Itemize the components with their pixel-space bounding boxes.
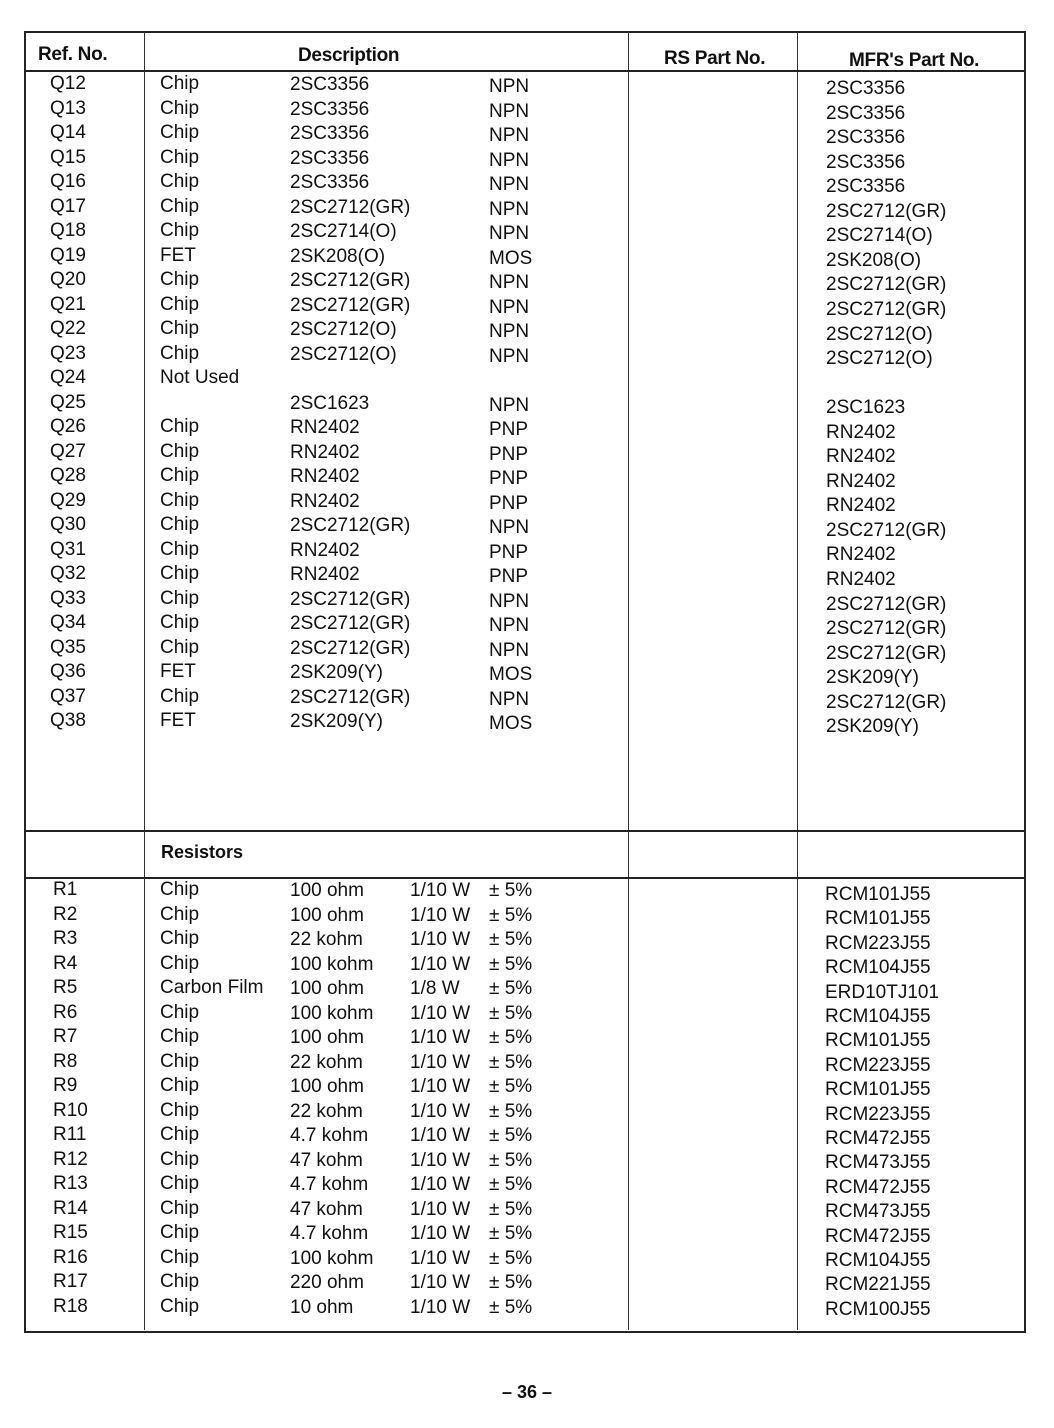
row-ref: Q22	[50, 318, 86, 339]
row-value: 4.7 kohm	[290, 1125, 369, 1146]
row-part: 2SC3356	[290, 74, 370, 95]
row-polarity: NPN	[489, 615, 530, 636]
row-ref: Q26	[50, 416, 86, 437]
row-power: 1/10 W	[410, 880, 471, 901]
row-ref: Q24	[50, 367, 86, 388]
row-tolerance: ± 5%	[489, 1125, 533, 1146]
row-type: Chip	[160, 122, 200, 143]
row-ref: R16	[53, 1246, 88, 1268]
row-part: 2SC2714(O)	[290, 221, 397, 242]
row-polarity: NPN	[489, 272, 530, 293]
row-mfr-part: 2SC3356	[826, 176, 906, 198]
row-ref: Q36	[50, 661, 86, 682]
row-value: 220 ohm	[290, 1272, 364, 1293]
row-polarity: NPN	[489, 394, 530, 416]
row-tolerance: ± 5%	[489, 1296, 533, 1318]
row-tolerance: ± 5%	[489, 1002, 533, 1024]
row-type: Chip	[160, 465, 200, 486]
row-part: 2SC3356	[290, 98, 370, 120]
row-ref: Q35	[50, 636, 86, 658]
row-power: 1/10 W	[410, 1051, 471, 1073]
row-polarity: NPN	[489, 174, 530, 195]
row-mfr-part: RN2402	[826, 446, 896, 468]
row-ref: R10	[53, 1099, 88, 1121]
row-type: Chip	[160, 269, 200, 290]
row-power: 1/10 W	[410, 904, 471, 926]
row-tolerance: ± 5%	[489, 1051, 533, 1073]
row-power: 1/10 W	[410, 1223, 471, 1244]
row-mfr-part: RN2402	[826, 569, 896, 590]
row-type: FET	[160, 710, 196, 731]
row-mfr-part: 2SC2714(O)	[826, 225, 933, 247]
row-mfr-part: 2SC2712(GR)	[826, 618, 947, 640]
row-type: Chip	[160, 97, 200, 119]
row-type: Chip	[160, 1148, 200, 1170]
row-value: 100 ohm	[290, 1027, 364, 1048]
row-mfr-part: RCM104J55	[825, 1006, 931, 1027]
row-type: Chip	[160, 612, 200, 633]
row-polarity: PNP	[489, 419, 529, 440]
row-part: 2SC2712(O)	[290, 343, 397, 365]
row-type: Chip	[160, 1271, 200, 1292]
row-type: Chip	[160, 928, 200, 949]
row-mfr-part: 2SC3356	[826, 151, 906, 173]
row-mfr-part: 2SC3356	[826, 102, 906, 124]
row-part: 2SC2712(GR)	[290, 613, 411, 634]
row-power: 1/10 W	[410, 1076, 471, 1097]
row-polarity: NPN	[489, 321, 530, 342]
row-type: Chip	[160, 514, 200, 535]
row-mfr-part: RCM472J55	[825, 1128, 931, 1149]
row-ref: Q15	[50, 146, 86, 168]
row-value: 4.7 kohm	[290, 1174, 369, 1195]
row-part: 2SC2712(GR)	[290, 294, 411, 316]
row-part: RN2402	[290, 441, 360, 463]
row-type: Chip	[160, 879, 200, 900]
row-power: 1/10 W	[410, 1174, 471, 1195]
row-ref: R8	[53, 1050, 78, 1072]
row-polarity: MOS	[489, 713, 533, 734]
row-tolerance: ± 5%	[489, 1027, 533, 1048]
row-value: 100 ohm	[290, 978, 364, 999]
row-mfr-part: RCM221J55	[825, 1274, 931, 1296]
row-type: Chip	[160, 1001, 200, 1023]
row-polarity: NPN	[489, 345, 530, 367]
row-polarity: NPN	[489, 100, 530, 122]
row-mfr-part: 2SC1623	[826, 397, 906, 419]
row-mfr-part: 2SK209(Y)	[826, 716, 919, 738]
row-ref: Q13	[50, 97, 86, 119]
row-polarity: MOS	[489, 247, 533, 269]
row-ref: R18	[53, 1295, 88, 1317]
row-tolerance: ± 5%	[489, 1174, 533, 1195]
row-type: Chip	[160, 195, 200, 217]
row-mfr-part: RCM101J55	[825, 1079, 931, 1101]
row-type: Chip	[160, 293, 200, 315]
row-power: 1/8 W	[410, 978, 460, 999]
row-mfr-part: RN2402	[826, 421, 896, 443]
row-ref: R12	[53, 1148, 88, 1170]
row-power: 1/10 W	[410, 1100, 471, 1122]
row-power: 1/10 W	[410, 953, 471, 975]
row-ref: Q14	[50, 122, 86, 143]
row-mfr-part: RCM104J55	[825, 1250, 931, 1271]
row-tolerance: ± 5%	[489, 880, 533, 901]
row-part: 2SC2712(GR)	[290, 270, 411, 291]
row-polarity: PNP	[489, 443, 529, 465]
row-ref: Q19	[50, 244, 86, 266]
row-power: 1/10 W	[410, 1002, 471, 1024]
row-ref: Q38	[50, 710, 86, 731]
row-type: Chip	[160, 489, 200, 511]
row-ref: Q25	[50, 391, 86, 413]
row-mfr-part: RCM101J55	[825, 908, 931, 930]
row-polarity: NPN	[489, 590, 530, 612]
row-part: 2SC2712(GR)	[290, 515, 411, 536]
row-mfr-part: RCM473J55	[825, 1201, 931, 1223]
col-divider-rs	[797, 32, 798, 1330]
row-mfr-part: RCM472J55	[825, 1225, 931, 1247]
row-tolerance: ± 5%	[489, 1149, 533, 1171]
row-part: 2SC2712(GR)	[290, 686, 411, 708]
section-top-rule	[24, 830, 1026, 832]
row-mfr-part: RCM223J55	[825, 932, 931, 954]
row-type: Chip	[160, 1026, 200, 1047]
row-part: 2SC2712(GR)	[290, 196, 411, 218]
row-ref: Q32	[50, 563, 86, 584]
row-value: 22 kohm	[290, 1051, 363, 1073]
row-mfr-part: RCM100J55	[825, 1298, 931, 1320]
header-ref-no: Ref. No.	[38, 44, 108, 65]
row-polarity: NPN	[489, 76, 530, 97]
row-ref: Q20	[50, 269, 86, 290]
row-type: Chip	[160, 1173, 200, 1194]
row-tolerance: ± 5%	[489, 953, 533, 975]
row-type: Chip	[160, 587, 200, 609]
row-polarity: NPN	[489, 688, 530, 710]
row-ref: R7	[53, 1026, 78, 1047]
row-part: 2SC2712(O)	[290, 319, 397, 340]
row-ref: R17	[53, 1271, 88, 1292]
row-type: FET	[160, 244, 196, 266]
resistors-section-title: Resistors	[161, 842, 244, 862]
row-type: Chip	[160, 318, 200, 339]
row-value: 47 kohm	[290, 1149, 363, 1171]
row-part: RN2402	[290, 417, 360, 438]
row-value: 100 kohm	[290, 1247, 374, 1269]
row-ref: Q33	[50, 587, 86, 609]
row-ref: R3	[53, 928, 78, 949]
header-description: Description	[298, 45, 400, 66]
row-tolerance: ± 5%	[489, 1198, 533, 1220]
row-ref: Q18	[50, 220, 86, 241]
row-type: Chip	[160, 563, 200, 584]
row-ref: Q31	[50, 538, 86, 560]
row-polarity: PNP	[489, 541, 529, 563]
row-value: 100 kohm	[290, 953, 374, 975]
row-polarity: NPN	[489, 125, 530, 146]
col-divider-ref	[144, 32, 145, 1330]
row-mfr-part: 2SC2712(GR)	[826, 519, 947, 541]
row-mfr-part: 2SC3356	[826, 78, 906, 99]
row-type: Chip	[160, 952, 200, 974]
row-power: 1/10 W	[410, 1149, 471, 1171]
row-ref: Q23	[50, 342, 86, 364]
row-part: RN2402	[290, 539, 360, 561]
row-power: 1/10 W	[410, 1198, 471, 1220]
row-tolerance: ± 5%	[489, 1223, 533, 1244]
row-mfr-part: 2SC2712(GR)	[826, 200, 947, 222]
row-ref: Q17	[50, 195, 86, 217]
row-part: RN2402	[290, 490, 360, 512]
row-type: Chip	[160, 1246, 200, 1268]
row-ref: R1	[53, 879, 78, 900]
row-type: Chip	[160, 538, 200, 560]
row-type: Chip	[160, 1075, 200, 1096]
row-ref: R11	[53, 1124, 87, 1145]
row-type: Chip	[160, 73, 200, 94]
row-part: 2SC3356	[290, 147, 370, 169]
row-ref: R6	[53, 1001, 78, 1023]
row-part: 2SC3356	[290, 172, 370, 193]
row-mfr-part: 2SC2712(GR)	[826, 593, 947, 615]
row-type: Chip	[160, 1124, 200, 1145]
row-mfr-part: 2SC2712(O)	[826, 323, 933, 345]
row-ref: Q16	[50, 171, 86, 192]
row-type: Chip	[160, 416, 200, 437]
row-mfr-part: RCM101J55	[825, 884, 931, 905]
row-value: 100 kohm	[290, 1002, 374, 1024]
row-part: 2SC1623	[290, 392, 370, 414]
row-ref: Q34	[50, 612, 86, 633]
row-type: Chip	[160, 1050, 200, 1072]
row-mfr-part: RN2402	[826, 470, 896, 492]
row-type: Not Used	[160, 367, 240, 388]
row-mfr-part: 2SC2712(GR)	[826, 274, 947, 296]
row-tolerance: ± 5%	[489, 1100, 533, 1122]
row-part: 2SK209(Y)	[290, 662, 383, 683]
row-mfr-part: 2SK209(Y)	[826, 667, 919, 689]
row-type: Chip	[160, 220, 200, 241]
row-polarity: MOS	[489, 664, 533, 685]
col-divider-desc	[628, 32, 629, 1330]
row-value: 100 ohm	[290, 880, 364, 901]
row-ref: Q30	[50, 514, 86, 535]
row-power: 1/10 W	[410, 1247, 471, 1269]
row-polarity: NPN	[489, 296, 530, 318]
row-power: 1/10 W	[410, 1125, 471, 1146]
row-mfr-part: 2SC2712(O)	[826, 348, 933, 370]
row-type: Chip	[160, 685, 200, 707]
row-ref: Q12	[50, 73, 86, 94]
row-part: RN2402	[290, 564, 360, 585]
row-type: Carbon Film	[160, 977, 264, 998]
row-ref: R4	[53, 952, 78, 974]
row-part: RN2402	[290, 466, 360, 487]
row-tolerance: ± 5%	[489, 1247, 533, 1269]
row-type: Chip	[160, 440, 200, 462]
row-value: 4.7 kohm	[290, 1223, 369, 1244]
row-tolerance: ± 5%	[489, 904, 533, 926]
row-mfr-part: 2SC2712(GR)	[826, 298, 947, 320]
row-polarity: NPN	[489, 223, 530, 244]
row-part: 2SC2712(GR)	[290, 588, 411, 610]
row-mfr-part: RCM223J55	[825, 1054, 931, 1076]
header-rs-part: RS Part No.	[664, 48, 766, 69]
row-type: Chip	[160, 1197, 200, 1219]
row-value: 100 ohm	[290, 1076, 364, 1097]
row-mfr-part: ERD10TJ101	[825, 981, 940, 1003]
row-type: Chip	[160, 1295, 200, 1317]
row-value: 100 ohm	[290, 904, 364, 926]
row-part: 2SC2712(GR)	[290, 637, 411, 659]
row-part: 2SC3356	[290, 123, 370, 144]
row-polarity: PNP	[489, 468, 529, 489]
row-tolerance: ± 5%	[489, 1272, 533, 1293]
row-ref: Q29	[50, 489, 86, 511]
row-mfr-part: 2SK208(O)	[826, 249, 922, 271]
row-part: 2SK208(O)	[290, 245, 386, 267]
row-type: Chip	[160, 636, 200, 658]
row-mfr-part: RN2402	[826, 495, 896, 517]
row-value: 10 ohm	[290, 1296, 354, 1318]
row-ref: R5	[53, 977, 78, 998]
row-value: 22 kohm	[290, 929, 363, 950]
row-mfr-part: RCM104J55	[825, 957, 931, 979]
row-ref: R2	[53, 903, 78, 925]
row-mfr-part: 2SC2712(GR)	[826, 691, 947, 713]
row-polarity: NPN	[489, 149, 530, 171]
row-type: Chip	[160, 1099, 200, 1121]
row-tolerance: ± 5%	[489, 978, 533, 999]
row-power: 1/10 W	[410, 1296, 471, 1318]
row-tolerance: ± 5%	[489, 1076, 533, 1097]
row-ref: Q28	[50, 465, 86, 486]
row-value: 47 kohm	[290, 1198, 363, 1220]
row-ref: R14	[53, 1197, 88, 1219]
row-polarity: PNP	[489, 492, 529, 514]
row-mfr-part: RCM473J55	[825, 1152, 931, 1174]
row-ref: R9	[53, 1075, 78, 1096]
row-mfr-part: RCM472J55	[825, 1176, 931, 1198]
row-part: 2SK209(Y)	[290, 711, 383, 732]
header-mfr-part: MFR's Part No.	[849, 50, 980, 71]
row-power: 1/10 W	[410, 1272, 471, 1293]
row-polarity: NPN	[489, 517, 530, 538]
row-mfr-part: RCM223J55	[825, 1103, 931, 1125]
row-polarity: NPN	[489, 639, 530, 661]
row-mfr-part: RCM101J55	[825, 1030, 931, 1052]
row-type: Chip	[160, 903, 200, 925]
row-type: Chip	[160, 146, 200, 168]
row-ref: Q21	[50, 293, 86, 315]
row-ref: Q37	[50, 685, 86, 707]
row-mfr-part: 2SC3356	[826, 127, 906, 149]
row-ref: R15	[53, 1222, 88, 1243]
row-tolerance: ± 5%	[489, 929, 533, 950]
row-power: 1/10 W	[410, 1027, 471, 1048]
row-type: Chip	[160, 342, 200, 364]
page-number: – 36 –	[501, 1382, 553, 1402]
row-mfr-part: 2SC2712(GR)	[826, 642, 947, 664]
row-type: Chip	[160, 1222, 200, 1243]
row-mfr-part: RN2402	[826, 544, 896, 566]
row-ref: R13	[53, 1173, 88, 1194]
row-power: 1/10 W	[410, 929, 471, 950]
row-polarity: NPN	[489, 198, 530, 220]
row-type: Chip	[160, 171, 200, 192]
row-type: FET	[160, 661, 196, 682]
row-value: 22 kohm	[290, 1100, 363, 1122]
row-polarity: PNP	[489, 566, 529, 587]
row-ref: Q27	[50, 440, 86, 462]
